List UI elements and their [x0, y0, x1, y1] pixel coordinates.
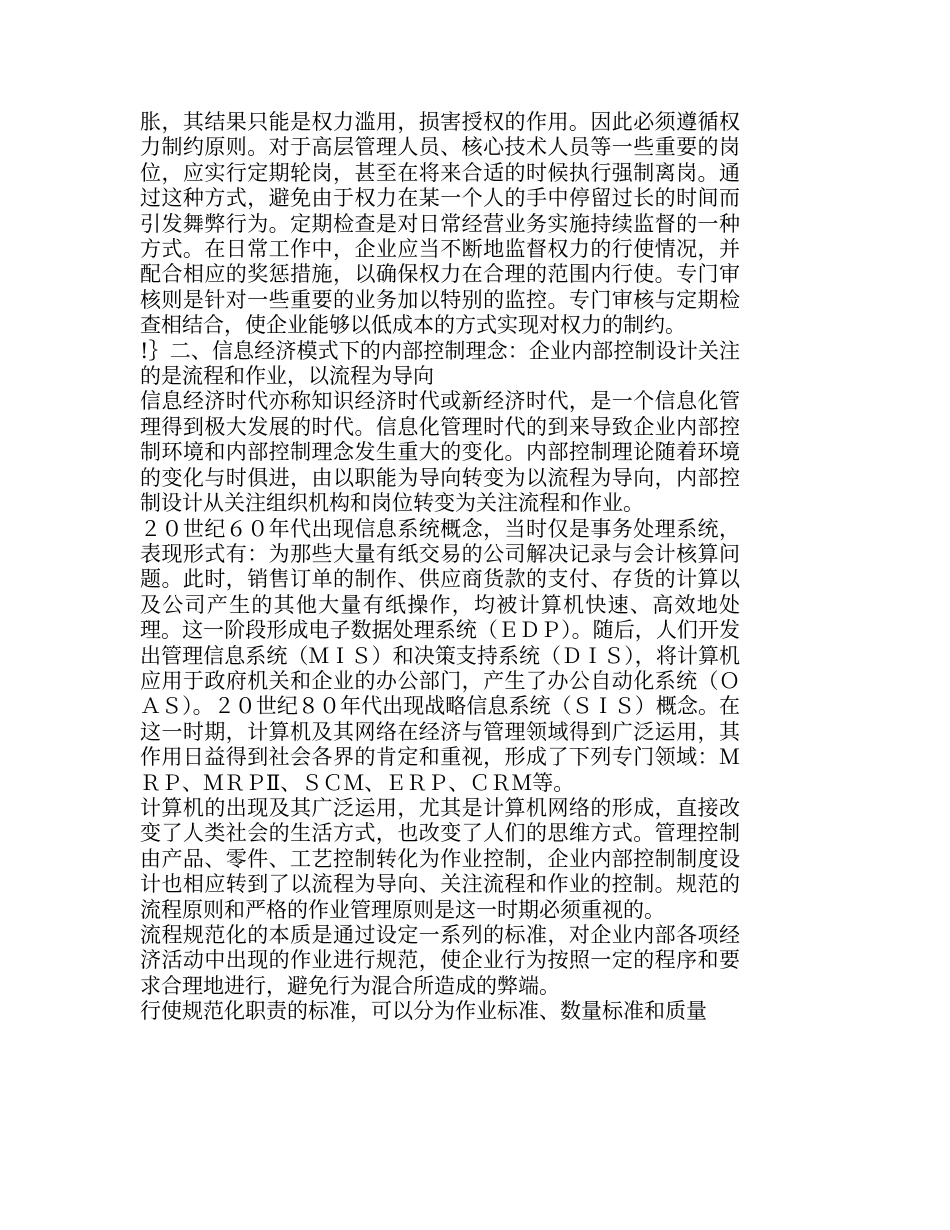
document-page [140, 110, 740, 1025]
paragraph-power-restriction: 胀，其结果只能是权力滥用，损害授权的作用。因此必须遵循权力制约原则。对于高层管理人员、核心技术人员等一些重要的岗位，应实行定期轮岗，甚至在将来合适的时候执行强制离岗。通过这种方式，避免由于权力在某一个人的手中停留过长的时间而引发舞弊行为。定期检查是对日常经营业务实施持续监督的一种方式。在日常工作中，企业应当不断地监督权力的行使情况，并配合相应的奖惩措施，以确保权力在合理的范围内行使。专门审核则是针对一些重要的业务加以特别的监控。专门审核与定期检查相结合，使企业能够以低成本的方式实现对权力的制约。 [140, 110, 740, 338]
section-heading-2: !｝二、信息经济模式下的内部控制理念：企业内部控制设计关注的是流程和作业，以流程为导向 [140, 338, 740, 389]
paragraph-information-economy: 信息经济时代亦称知识经济时代或新经济时代，是一个信息化管理得到极大发展的时代。信息化管理时代的到来导致企业内部控制环境和内部控制理念发生重大的变化。内部控制理论随着环境的变化与时俱进，由以职能为导向转变为以流程为导向，内部控制设计从关注组织机构和岗位转变为关注流程和作业。 [140, 389, 740, 516]
paragraph-computer-networks: 计算机的出现及其广泛运用，尤其是计算机网络的形成，直接改变了人类社会的生活方式，也改变了人们的思维方式。管理控制由产品、零件、工艺控制转化为作业控制，企业内部控制制度设计也相应转到了以流程为导向、关注流程和作业的控制。规范的流程原则和严格的作业管理原则是这一时期必须重视的。 [140, 795, 740, 922]
paragraph-information-systems-history: ２０世纪６０年代出现信息系统概念，当时仅是事务处理系统，表现形式有：为那些大量有纸交易的公司解决记录与会计核算问题。此时，销售订单的制作、供应商货款的支付、存货的计算以及公司产生的其他大量有纸操作，均被计算机快速、高效地处理。这一阶段形成电子数据处理系统（ＥＤＰ）。随后，人们开发出管理信息系统（ＭＩＳ）和决策支持系统（ＤＩＳ），将计算机应用于政府机关和企业的办公部门，产生了办公自动化系统（ＯＡＳ）。２０世纪８０年代出现战略信息系统（ＳＩＳ）概念。在这一时期，计算机及其网络在经济与管理领域得到广泛运用，其作用日益得到社会各界的肯定和重视，形成了下列专门领域：ＭＲＰ、ＭＲＰⅡ、ＳＣＭ、ＥＲＰ、ＣＲＭ等。 [140, 516, 740, 795]
paragraph-standards: 行使规范化职责的标准，可以分为作业标准、数量标准和质量 [140, 999, 707, 1024]
paragraph-process-standardization: 流程规范化的本质是通过设定一系列的标准，对企业内部各项经济活动中出现的作业进行规范，使企业行为按照一定的程序和要求合理地进行，避免行为混合所造成的弊端。 [140, 923, 740, 998]
